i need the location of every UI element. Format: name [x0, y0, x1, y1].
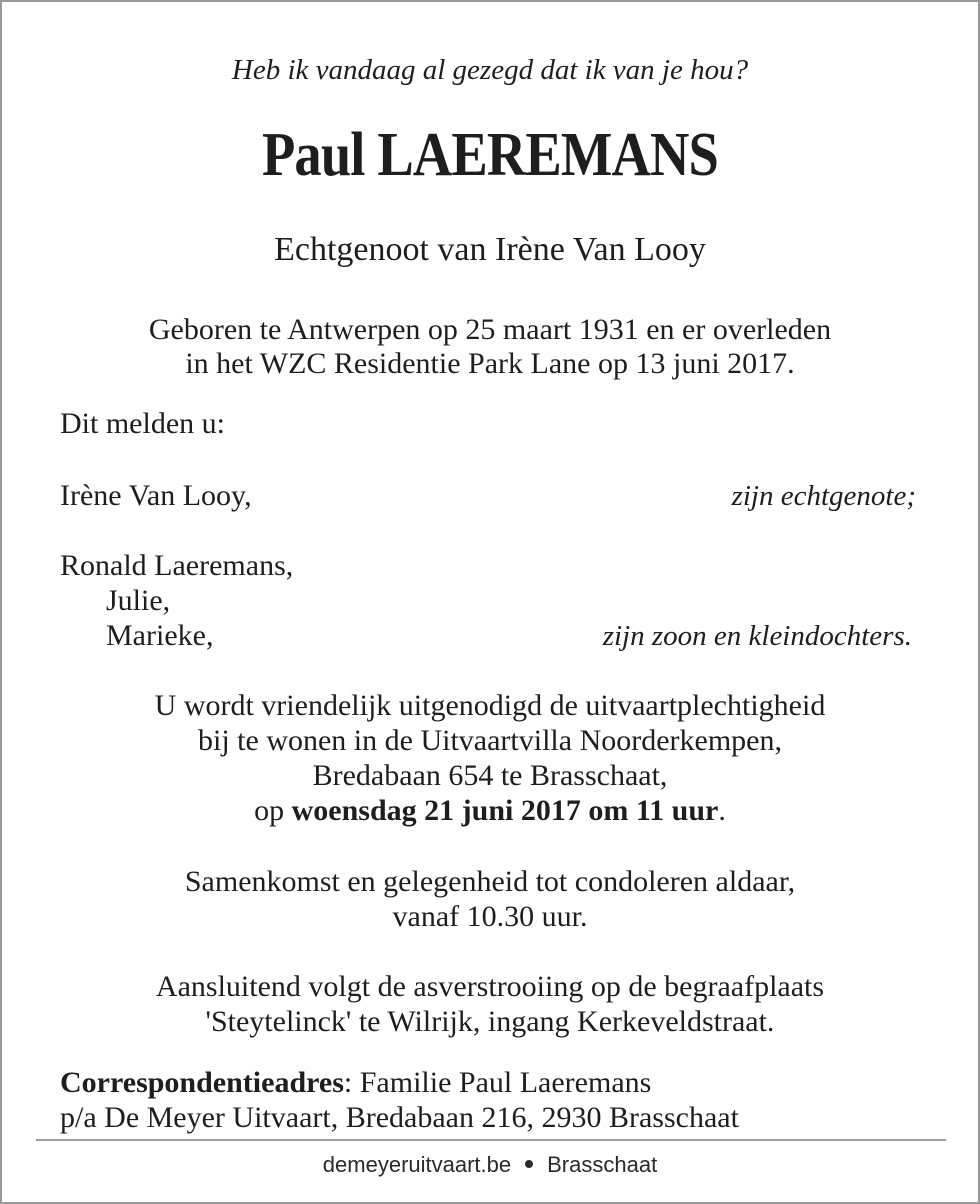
footer: [2, 1152, 978, 1178]
ceremony-line-2: bij te wonen in de Uitvaartvilla Noorderkempen,: [198, 724, 782, 757]
correspondence-separator: :: [343, 1066, 360, 1099]
ceremony-line-3: Bredabaan 654 te Brasschaat,: [312, 759, 668, 792]
correspondence-name: Familie Paul Laeremans: [359, 1066, 652, 1099]
correspondence-address: p/a De Meyer Uitvaart, Bredabaan 216, 2930 Brasschaat: [60, 1101, 739, 1134]
family-name-granddaughter-1: Julie,: [106, 584, 171, 617]
ceremony-date-prefix: op: [254, 794, 292, 827]
footer-city: Brasschaat: [547, 1152, 658, 1177]
spouse-line: Echtgenoot van Irène Van Looy: [274, 231, 706, 268]
interment-line-1: Aansluitend volgt de asverstrooiing op de begraafplaats: [155, 970, 825, 1003]
family-relation-spouse: zijn echtgenote;: [731, 480, 916, 512]
ceremony-line-1: U wordt vriendelijk uitgenodigd de uitvaartplechtigheid: [154, 689, 826, 722]
family-relation-children: zijn zoon en kleindochters.: [602, 620, 912, 652]
ceremony-line-4: [2, 794, 978, 828]
gathering-line-1: Samenkomst en gelegenheid tot condoleren aldaar,: [184, 865, 796, 898]
motto: Heb ik vandaag al gezegd dat ik van je hou?: [231, 54, 749, 86]
ceremony-date-suffix: .: [718, 794, 726, 827]
family-name-spouse: Irène Van Looy,: [60, 479, 252, 512]
bullet-icon: [525, 1160, 533, 1168]
footer-divider: [36, 1139, 946, 1141]
interment-line-2: 'Steytelinck' te Wilrijk, ingang Kerkeveldstraat.: [205, 1005, 775, 1038]
family-name-granddaughter-2: Marieke,: [106, 619, 214, 652]
deceased-name: Paul LAEREMANS: [261, 121, 719, 189]
birth-death-line-1: Geboren te Antwerpen op 25 maart 1931 en er overleden: [148, 313, 832, 346]
gathering-line-2: vanaf 10.30 uur.: [392, 900, 588, 933]
correspondence-line-1: [60, 1066, 651, 1100]
correspondence-label: Correspondentieadres: [60, 1066, 344, 1099]
family-name-son: Ronald Laeremans,: [60, 549, 294, 582]
footer-website: demeyeruitvaart.be: [322, 1152, 512, 1177]
birth-death-line-2: in het WZC Residentie Park Lane op 13 juni 2017.: [185, 347, 795, 380]
ceremony-date: woensdag 21 juni 2017 om 11 uur: [291, 794, 719, 827]
announcement-intro: Dit melden u:: [60, 407, 225, 440]
